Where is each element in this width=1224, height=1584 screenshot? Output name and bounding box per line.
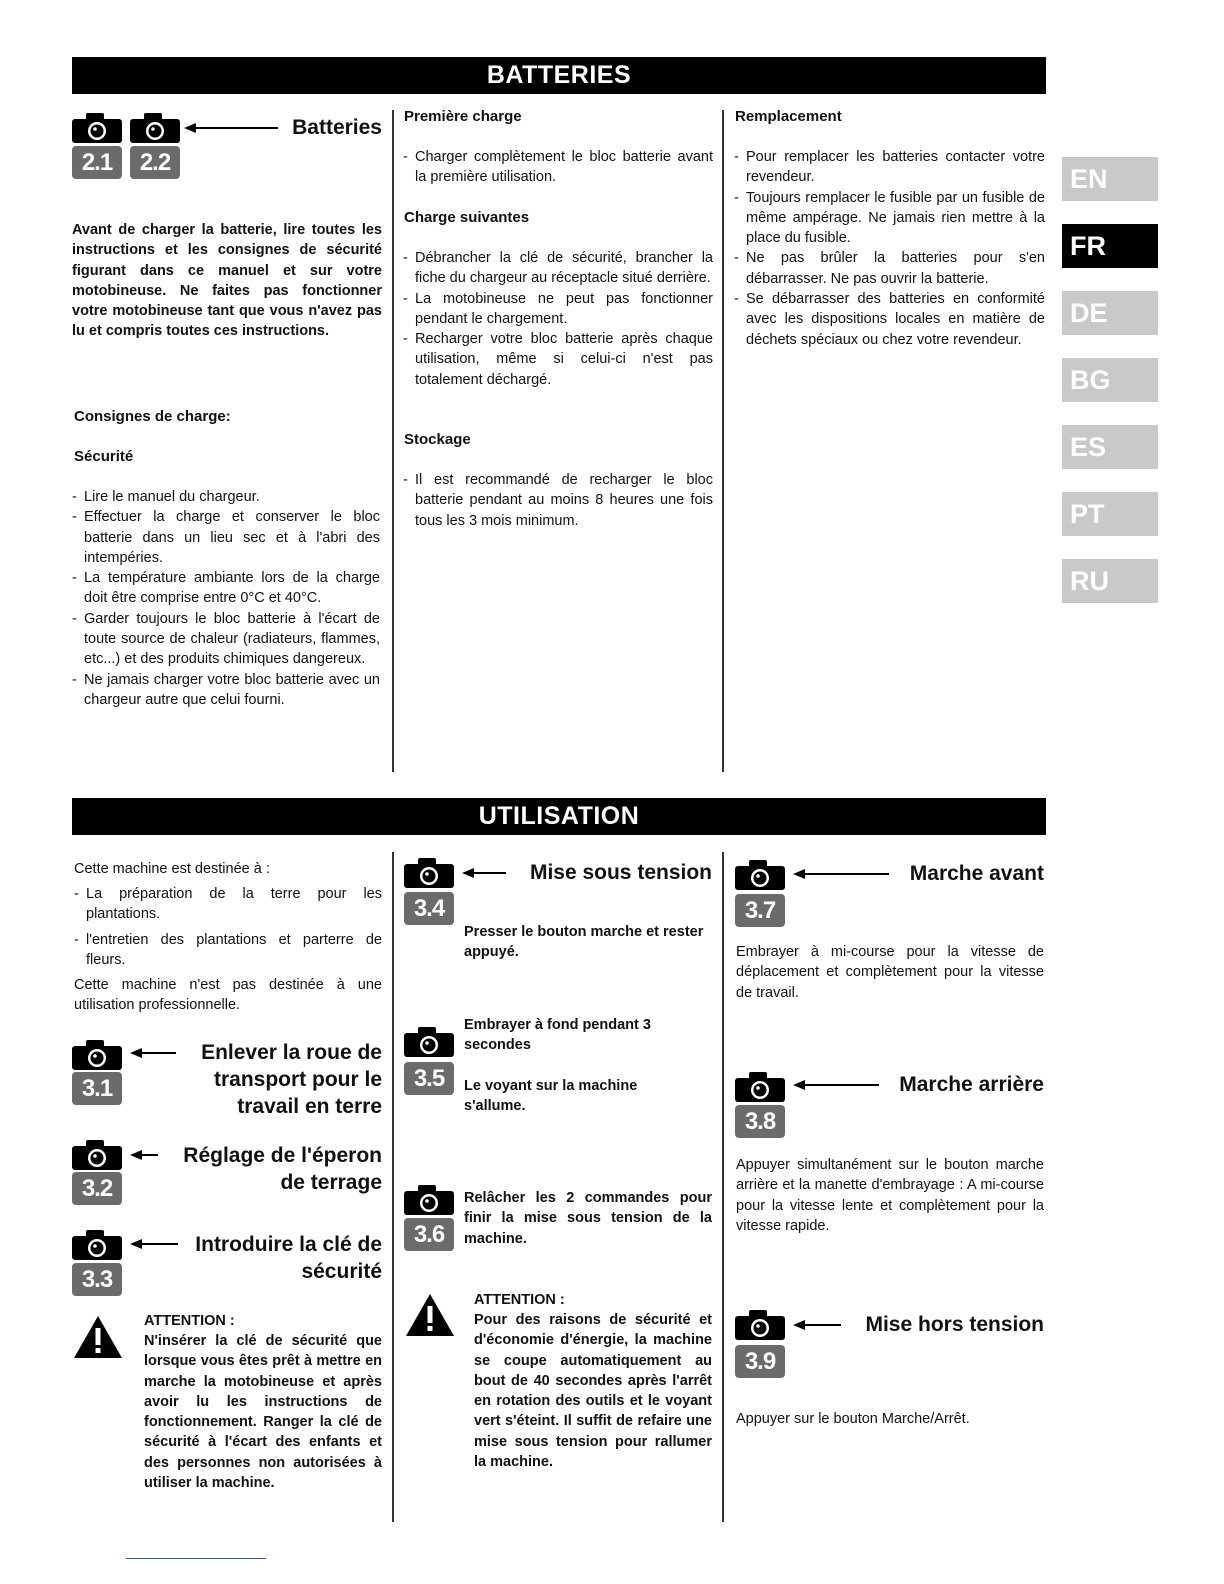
camera-icon xyxy=(72,113,122,143)
photo-number: 3.2 xyxy=(72,1172,122,1205)
footer-rule xyxy=(126,1558,266,1559)
attention-title: ATTENTION : xyxy=(144,1313,235,1329)
camera-icon xyxy=(72,1040,122,1070)
section-banner-utilisation: UTILISATION xyxy=(72,798,1046,835)
list-item: - Ne pas brûler la batteries pour s'en débarrasser. Ne pas ouvrir la batterie. xyxy=(734,248,1045,289)
photo-number: 2.1 xyxy=(72,146,122,179)
list-item: - Recharger votre bloc batterie après chaque utilisation, même si celui-ci n'est pas totalement déchargé. xyxy=(403,329,713,390)
step-text: Presser le bouton marche et rester appuyé. xyxy=(464,924,704,961)
callout-marche-arriere: Marche arrière xyxy=(899,1073,1044,1096)
remplacement-list xyxy=(734,147,1045,350)
heading-charge-suivantes: Charge suivantes xyxy=(404,209,530,226)
camera-icon xyxy=(735,1072,785,1102)
column-divider xyxy=(722,852,724,1522)
heading-remplacement: Remplacement xyxy=(735,108,842,125)
photo-number: 3.1 xyxy=(72,1072,122,1105)
arrow-line xyxy=(140,1154,158,1156)
callout-mise-hors-tension: Mise hors tension xyxy=(865,1313,1044,1336)
step-text: Embrayer à fond pendant 3 secondes xyxy=(464,1017,651,1054)
callout-mise-sous-tension: Mise sous tension xyxy=(529,861,712,884)
attention-title: ATTENTION : xyxy=(474,1292,565,1308)
utilisation-note: Cette machine n'est pas destinée à une utilisation professionnelle. xyxy=(74,977,382,1014)
photo-number: 3.5 xyxy=(404,1062,454,1095)
arrow-line xyxy=(803,1084,879,1086)
stockage-list xyxy=(403,470,713,531)
language-tab-en[interactable]: EN xyxy=(1062,157,1158,201)
step-text: Appuyer simultanément sur le bouton marche arrière et la manette d'embrayage : A mi-course pour la vitesse lente et complètement pour la vitesse rapide. xyxy=(736,1157,1044,1234)
camera-icon xyxy=(72,1140,122,1170)
section-banner-batteries: BATTERIES xyxy=(72,57,1046,94)
callout-batteries: Batteries xyxy=(292,116,382,139)
photo-number: 3.8 xyxy=(735,1105,785,1138)
list-item: - Effectuer la charge et conserver le bloc batterie dans un lieu sec et à l'abri des intempéries. xyxy=(72,507,380,568)
step-text: Relâcher les 2 commandes pour finir la mise sous tension de la machine. xyxy=(464,1190,712,1247)
suivantes-list xyxy=(403,248,713,390)
camera-icon xyxy=(72,1230,122,1260)
camera-icon xyxy=(130,113,180,143)
batteries-intro: Avant de charger la batterie, lire toutes les instructions et les consignes de sécurité figurant dans ce manuel et sur votre motobineuse. Ne faites pas fonctionner votre motobineuse tant que vous n'avez pas lu et compris toutes ces instructions. xyxy=(72,222,382,340)
photo-number: 3.7 xyxy=(735,894,785,927)
list-item: - La préparation de la terre pour les plantations. xyxy=(74,884,382,925)
list-item: - Débrancher la clé de sécurité, brancher la fiche du chargeur au réceptacle situé derrière. xyxy=(403,248,713,289)
list-item: - Pour remplacer les batteries contacter votre revendeur. xyxy=(734,147,1045,188)
utilisation-list xyxy=(74,884,382,970)
heading-stockage: Stockage xyxy=(404,431,471,448)
language-tab-pt[interactable]: PT xyxy=(1062,492,1158,536)
language-tab-bg[interactable]: BG xyxy=(1062,358,1158,402)
warning-icon xyxy=(404,1292,456,1338)
list-item: - La motobineuse ne peut pas fonctionner pendant le chargement. xyxy=(403,289,713,330)
column-divider xyxy=(722,110,724,772)
photo-number: 3.6 xyxy=(404,1218,454,1251)
premiere-list xyxy=(403,147,713,188)
list-item: - Charger complètement le bloc batterie avant la première utilisation. xyxy=(403,147,713,188)
callout-introduire-cle: Introduire la clé de sécurité xyxy=(195,1233,382,1283)
attention-text: Pour des raisons de sécurité et d'économie d'énergie, la machine se coupe automatiquement au bout de 40 secondes après l'arrêt en rotation des outils et le voyant vert s'éteint. Il suffit de refaire une mise sous tension pour rallumer la machine. xyxy=(474,1312,712,1471)
attention-text: N'insérer la clé de sécurité que lorsque vous êtes prêt à mettre en marche la motobineuse et après avoir lu les instructions de fonctionnement. Ranger la clé de sécurité à l'écart des enfants et des personnes non autorisées à utiliser la machine. xyxy=(144,1333,382,1492)
list-item: - Se débarrasser des batteries en conformité avec les dispositions locales en matière de déchets spéciaux ou chez votre revendeur. xyxy=(734,289,1045,350)
list-item: - Lire le manuel du chargeur. xyxy=(72,487,380,507)
arrow-line xyxy=(803,1324,841,1326)
camera-icon xyxy=(404,1185,454,1215)
heading-premiere-charge: Première charge xyxy=(404,108,522,125)
camera-icon xyxy=(404,1027,454,1057)
column-divider xyxy=(392,110,394,772)
heading-securite: Sécurité xyxy=(74,448,134,465)
language-tab-de[interactable]: DE xyxy=(1062,291,1158,335)
utilisation-intro: Cette machine est destinée à : xyxy=(74,861,270,877)
language-tab-ru[interactable]: RU xyxy=(1062,559,1158,603)
camera-icon xyxy=(404,858,454,888)
step-text: Le voyant sur la machine s'allume. xyxy=(464,1078,638,1115)
camera-icon xyxy=(735,1310,785,1340)
photo-number: 3.9 xyxy=(735,1345,785,1378)
step-text: Appuyer sur le bouton Marche/Arrêt. xyxy=(736,1411,970,1427)
list-item: - l'entretien des plantations et parterre de fleurs. xyxy=(74,930,382,971)
photo-number: 2.2 xyxy=(130,146,180,179)
step-text: Embrayer à mi-course pour la vitesse de déplacement et complètement pour la vitesse de travail. xyxy=(736,944,1044,1001)
warning-icon xyxy=(72,1314,124,1360)
language-tab-es[interactable]: ES xyxy=(1062,425,1158,469)
list-item: - Ne jamais charger votre bloc batterie avec un chargeur autre que celui fourni. xyxy=(72,670,380,711)
column-divider xyxy=(392,852,394,1522)
arrow-line xyxy=(140,1052,176,1054)
callout-enlever-roue: Enlever la roue de transport pour le travail en terre xyxy=(201,1041,382,1118)
arrow-line xyxy=(803,873,889,875)
photo-number: 3.4 xyxy=(404,892,454,925)
arrow-line xyxy=(472,872,506,874)
language-tab-fr[interactable]: FR xyxy=(1062,224,1158,268)
arrow-line xyxy=(140,1243,178,1245)
list-item: - La température ambiante lors de la charge doit être comprise entre 0°C et 40°C. xyxy=(72,568,380,609)
camera-icon xyxy=(735,860,785,890)
list-item: - Il est recommandé de recharger le bloc batterie pendant au moins 8 heures une fois tous les 3 mois minimum. xyxy=(403,470,713,531)
list-item: - Garder toujours le bloc batterie à l'écart de toute source de chaleur (radiateurs, flammes, etc...) et des produits chimiques dangereux. xyxy=(72,609,380,670)
photo-number: 3.3 xyxy=(72,1263,122,1296)
callout-reglage-eperon: Réglage de l'éperon de terrage xyxy=(183,1144,382,1194)
securite-list xyxy=(72,487,380,710)
heading-consignes: Consignes de charge: xyxy=(74,408,231,425)
callout-marche-avant: Marche avant xyxy=(909,862,1044,885)
arrow-line xyxy=(194,127,278,129)
list-item: - Toujours remplacer le fusible par un fusible de même ampérage. Ne jamais rien mettre à la place du fusible. xyxy=(734,188,1045,249)
